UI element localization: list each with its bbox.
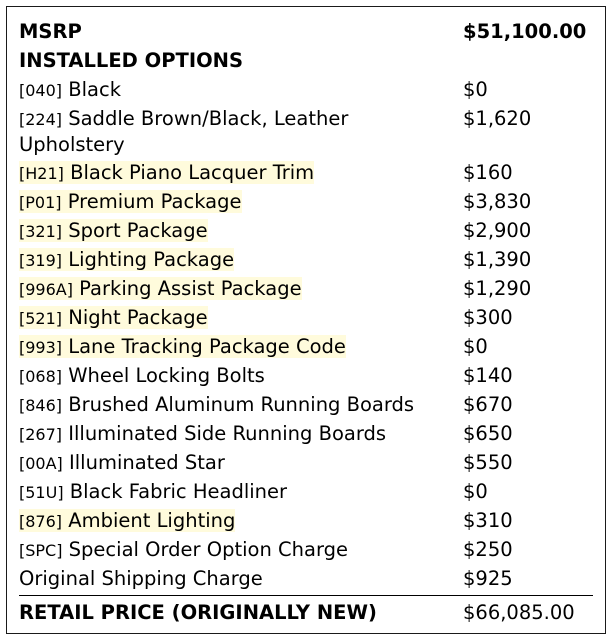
- option-code: [993]: [19, 338, 63, 357]
- option-description: [19, 247, 463, 273]
- option-price: $0: [463, 335, 488, 358]
- option-name: Illuminated Side Running Boards: [68, 422, 387, 445]
- option-highlight: [19, 335, 346, 358]
- option-price: $140: [463, 364, 513, 387]
- option-price: $1,390: [463, 248, 532, 271]
- option-name-continued: Upholstery: [19, 133, 125, 156]
- window-sticker: [6, 6, 606, 634]
- total-row: [19, 600, 593, 625]
- option-row: [19, 77, 593, 103]
- option-name: Black: [68, 78, 121, 101]
- option-description: [19, 392, 463, 418]
- option-name: Night Package: [68, 306, 208, 329]
- option-highlight: [19, 161, 314, 184]
- total-divider: [19, 595, 593, 596]
- option-description: [19, 421, 463, 447]
- option-name: Ambient Lighting: [68, 509, 236, 532]
- option-highlight: [19, 306, 208, 329]
- option-highlight: [19, 190, 242, 213]
- option-price: $250: [463, 538, 513, 561]
- option-code: [SPC]: [19, 541, 63, 560]
- option-row: [19, 479, 593, 505]
- option-code: [846]: [19, 396, 63, 415]
- option-description: [19, 77, 463, 103]
- option-name: Special Order Option Charge: [68, 538, 348, 561]
- option-row: [19, 421, 593, 447]
- option-price: $3,830: [463, 190, 532, 213]
- msrp-row: [19, 19, 593, 44]
- option-description: [19, 479, 463, 505]
- shipping-label: Original Shipping Charge: [19, 567, 263, 590]
- option-price: $310: [463, 509, 513, 532]
- option-name: Sport Package: [68, 219, 208, 242]
- option-description: [19, 106, 463, 157]
- option-price: $1,290: [463, 277, 532, 300]
- options-heading: INSTALLED OPTIONS: [19, 49, 244, 72]
- option-name: Black Fabric Headliner: [69, 480, 288, 503]
- option-row: [19, 247, 593, 273]
- shipping-price: $925: [463, 567, 513, 590]
- option-code: [H21]: [19, 164, 64, 183]
- option-code: [040]: [19, 81, 63, 100]
- option-code: [321]: [19, 222, 63, 241]
- option-price: $300: [463, 306, 513, 329]
- option-description: [19, 276, 463, 302]
- option-code: [267]: [19, 425, 63, 444]
- option-code: [996A]: [19, 280, 73, 299]
- option-name: Lane Tracking Package Code: [68, 335, 346, 358]
- msrp-label: MSRP: [19, 20, 82, 43]
- option-price: $160: [463, 161, 513, 184]
- option-description: [19, 450, 463, 476]
- option-code: [51U]: [19, 483, 64, 502]
- option-name: Lighting Package: [68, 248, 235, 271]
- option-description: [19, 334, 463, 360]
- option-code: [224]: [19, 110, 63, 129]
- option-highlight: [19, 277, 302, 300]
- option-row: [19, 305, 593, 331]
- option-code: [319]: [19, 251, 63, 270]
- option-row: [19, 334, 593, 360]
- option-price: $1,620: [463, 107, 532, 130]
- option-row: [19, 189, 593, 215]
- option-description: [19, 508, 463, 534]
- option-highlight: [19, 248, 234, 271]
- option-row: [19, 537, 593, 563]
- option-description: [19, 537, 463, 563]
- option-name: Black Piano Lacquer Trim: [70, 161, 315, 184]
- option-price: $0: [463, 480, 488, 503]
- option-row: [19, 508, 593, 534]
- option-row: [19, 106, 593, 157]
- option-name: Wheel Locking Bolts: [68, 364, 265, 387]
- option-row: [19, 276, 593, 302]
- option-row: [19, 450, 593, 476]
- option-code: [00A]: [19, 454, 63, 473]
- option-price: $0: [463, 78, 488, 101]
- option-price: $670: [463, 393, 513, 416]
- option-code: [068]: [19, 367, 63, 386]
- option-row: [19, 363, 593, 389]
- option-price: $650: [463, 422, 513, 445]
- option-name: Premium Package: [67, 190, 242, 213]
- option-description: [19, 189, 463, 215]
- shipping-row: [19, 566, 593, 591]
- total-price: $66,085.00: [463, 601, 575, 624]
- option-highlight: [19, 219, 208, 242]
- option-description: [19, 160, 463, 186]
- option-description: [19, 218, 463, 244]
- option-name: Saddle Brown/Black, Leather: [68, 107, 349, 130]
- option-name: Parking Assist Package: [79, 277, 302, 300]
- options-heading-row: [19, 48, 593, 73]
- option-name: Illuminated Star: [69, 451, 225, 474]
- msrp-price: $51,100.00: [463, 20, 587, 43]
- option-description: [19, 363, 463, 389]
- option-code: [521]: [19, 309, 63, 328]
- option-description: [19, 305, 463, 331]
- option-row: [19, 392, 593, 418]
- total-label: RETAIL PRICE (ORIGINALLY NEW): [19, 601, 377, 624]
- option-price: $2,900: [463, 219, 532, 242]
- option-row: [19, 160, 593, 186]
- option-price: $550: [463, 451, 513, 474]
- option-highlight: [19, 509, 235, 532]
- option-row: [19, 218, 593, 244]
- option-code: [876]: [19, 512, 63, 531]
- option-code: [P01]: [19, 193, 62, 212]
- option-name: Brushed Aluminum Running Boards: [68, 393, 415, 416]
